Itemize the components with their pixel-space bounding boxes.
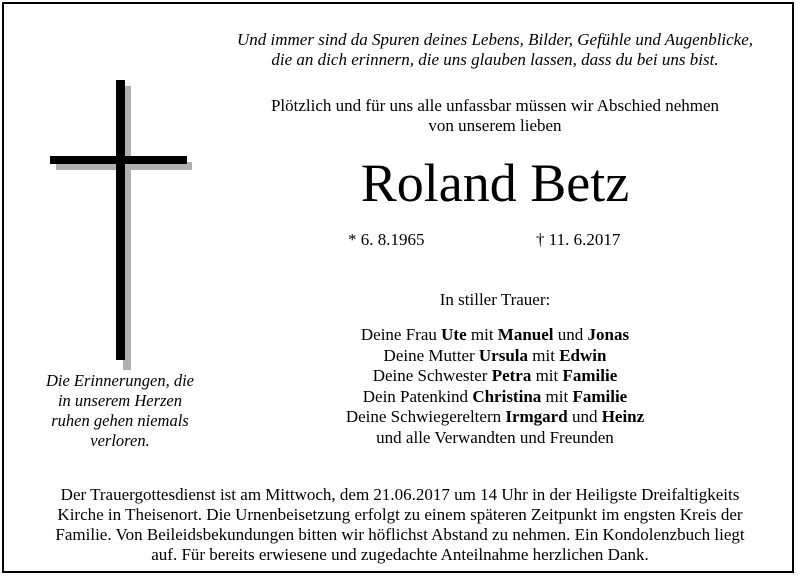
memory-line: in unserem Herzen — [57, 391, 183, 410]
cross-icon — [46, 80, 196, 370]
cross-vertical — [116, 80, 125, 360]
birth-date: * 6. 8.1965 — [348, 230, 425, 249]
service-line: Kirche in Theisenort. Die Urnenbeisetzung erfolgt zu einem späteren Zeitpunkt im engsten Kreis der — [57, 505, 743, 524]
mourning-title: In stiller Trauer: — [439, 290, 551, 309]
mourners-list — [195, 325, 795, 448]
death-date: † 11. 6.2017 — [536, 230, 621, 249]
announcement-line: von unserem lieben — [428, 116, 562, 135]
service-notice — [20, 485, 780, 565]
mourner-line: und alle Verwandten und Freunden — [376, 427, 614, 447]
motto-verse — [195, 30, 795, 70]
service-line: Familie. Von Beileidsbekundungen bitten wir höflichst Abstand zu nehmen. Ein Kondolenzbuch liegt — [55, 525, 745, 544]
mourner-line: Deine Schwester Petra mit Familie — [372, 366, 618, 385]
mourner-line: Deine Frau Ute mit Manuel und Jonas — [360, 325, 630, 344]
memory-verse — [20, 371, 220, 451]
memory-line: ruhen gehen niemals — [51, 411, 189, 430]
deceased-name: Roland Betz — [360, 153, 630, 213]
cross-horizontal — [50, 156, 187, 164]
announcement-line: Plötzlich und für uns alle unfassbar müssen wir Abschied nehmen — [270, 96, 720, 115]
mourner-line: Dein Patenkind Christina mit Familie — [362, 386, 628, 406]
mourner-line: Deine Schwiegereltern Irmgard und Heinz — [345, 407, 645, 426]
mourner-line: Deine Mutter Ursula mit Edwin — [383, 345, 607, 365]
motto-line: die an dich erinnern, die uns glauben lassen, dass du bei uns bist. — [271, 50, 719, 69]
memory-line: Die Erinnerungen, die — [45, 371, 194, 390]
service-line: auf. Für bereits erwiesene und zugedachte Anteilnahme herzlichen Dank. — [151, 545, 649, 564]
motto-line: Und immer sind da Spuren deines Lebens, Bilder, Gefühle und Augenblicke, — [236, 30, 754, 49]
announcement — [195, 96, 795, 136]
memory-line: verloren. — [90, 431, 150, 450]
service-line: Der Trauergottesdienst ist am Mittwoch, dem 21.06.2017 um 14 Uhr in der Heiligste Dreifaltigkeits — [60, 485, 740, 504]
